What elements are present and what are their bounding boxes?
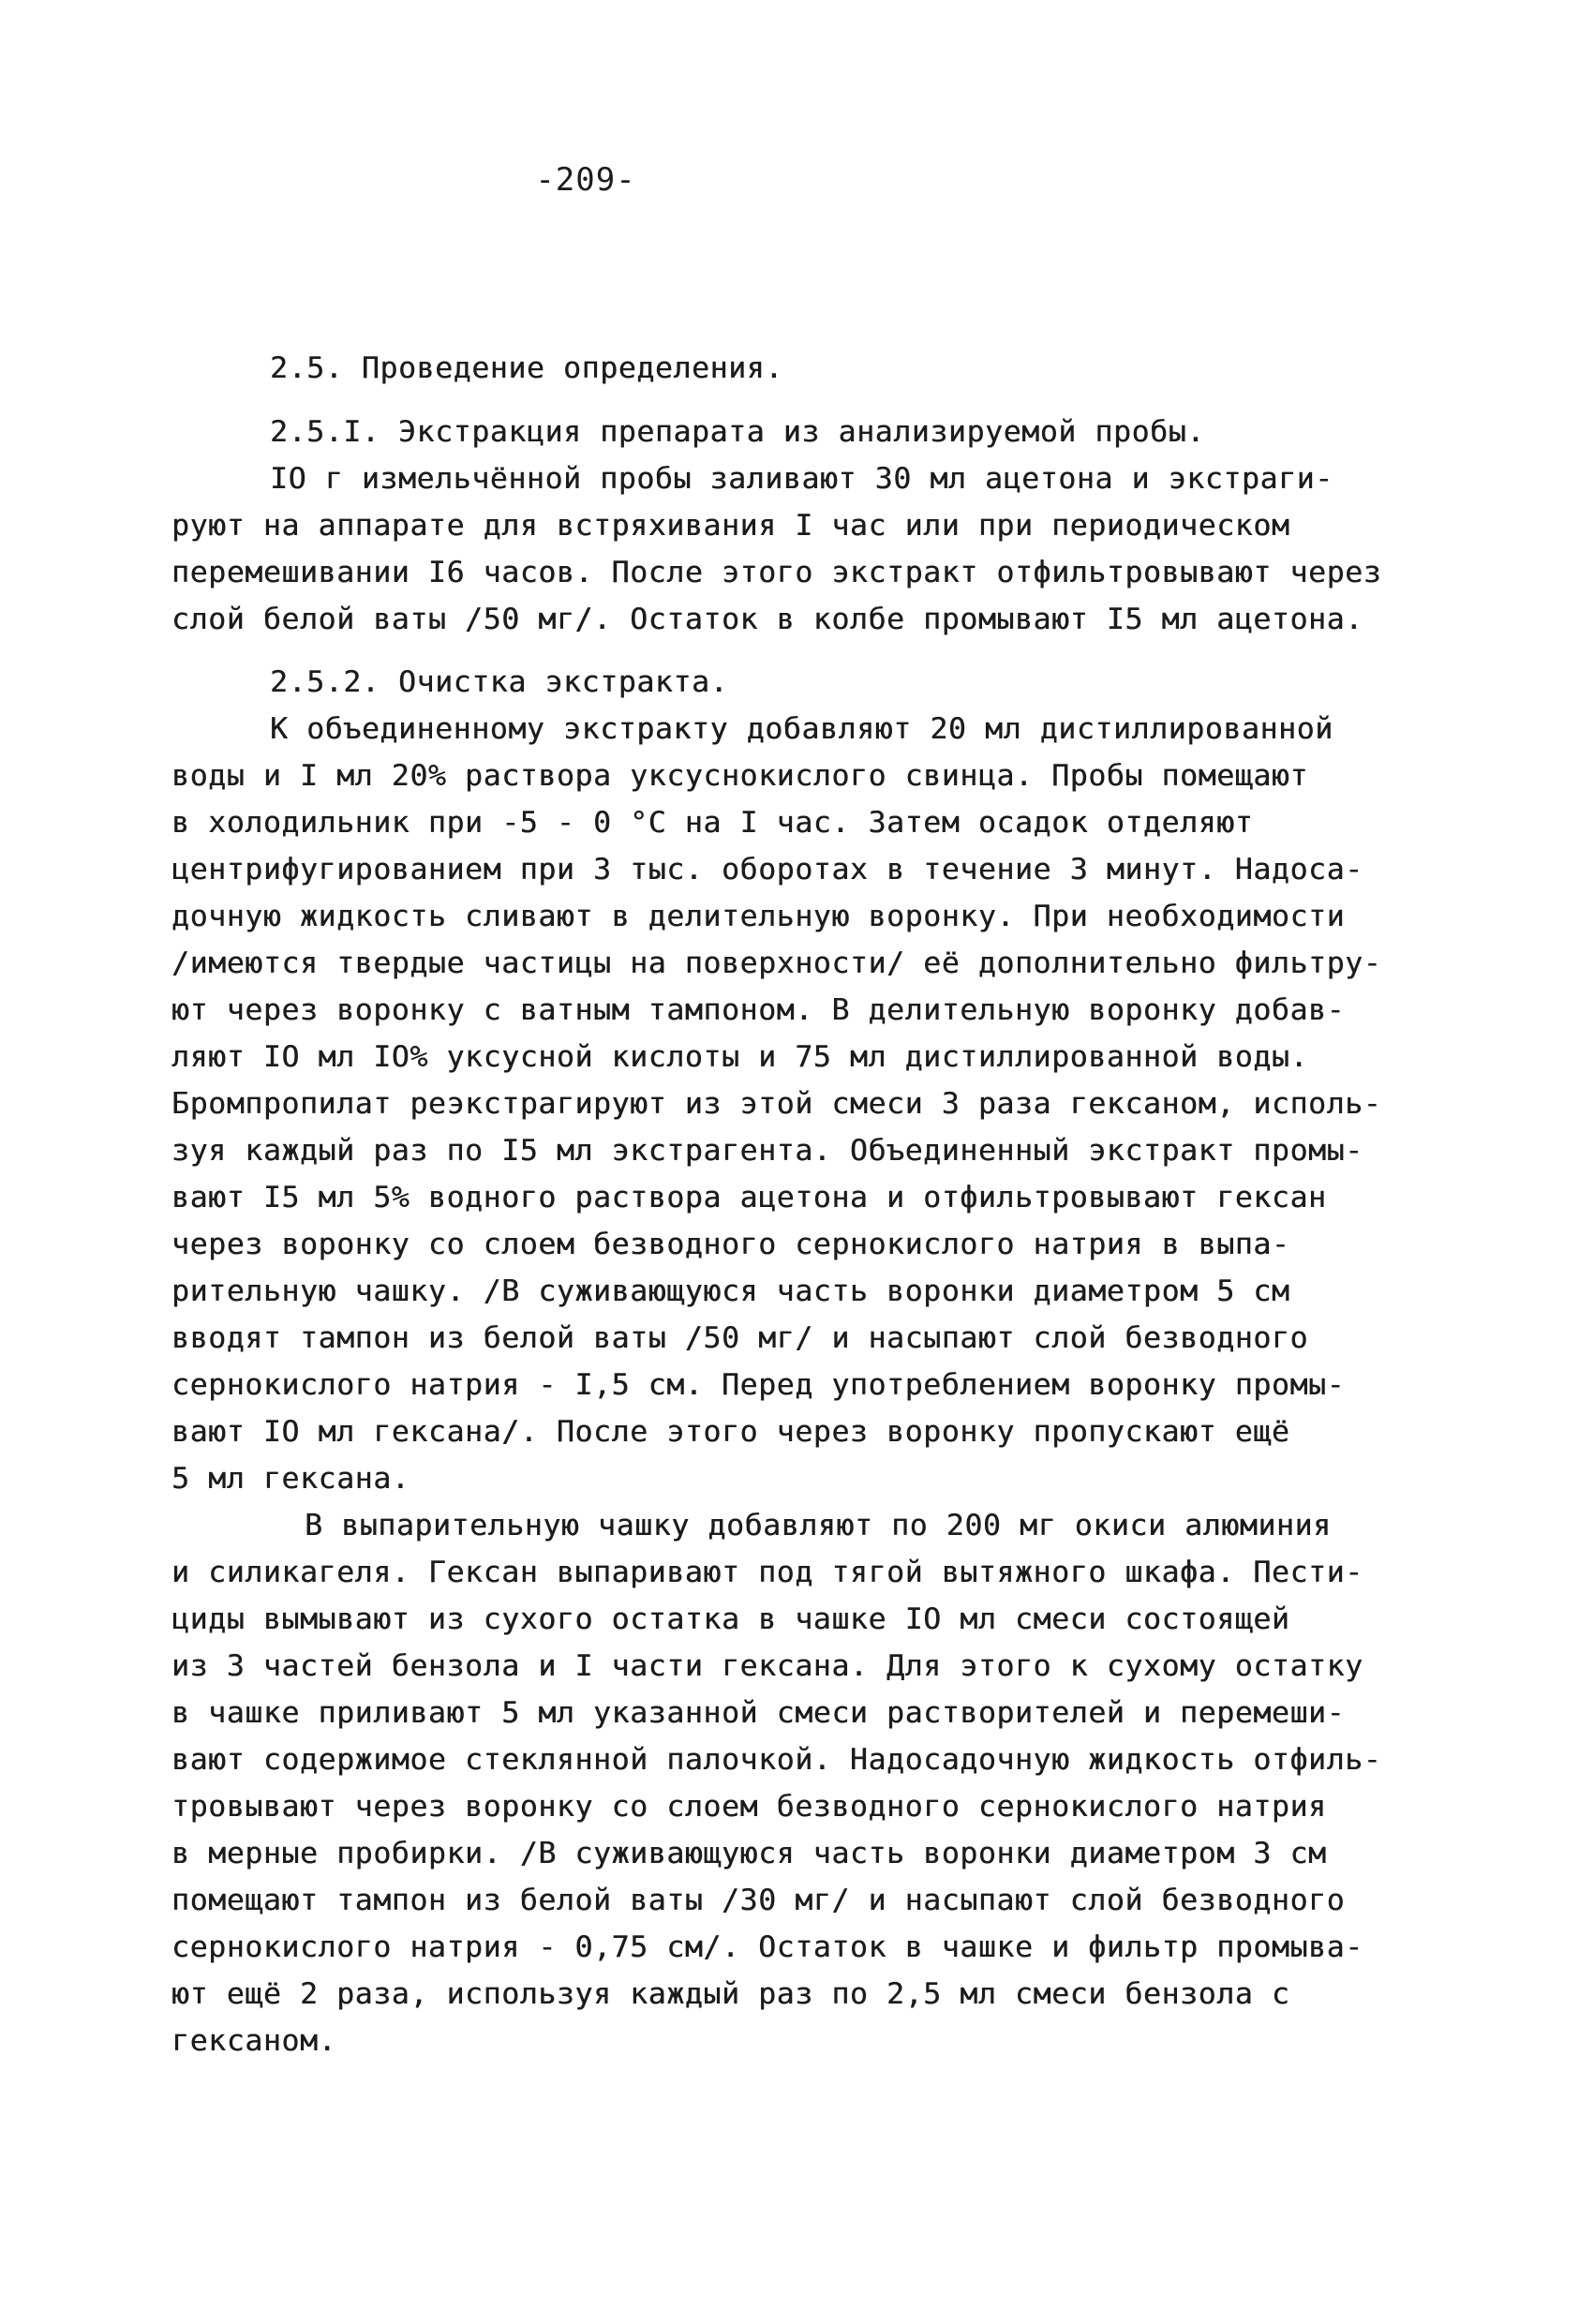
page-number: -209-: [535, 161, 636, 199]
text-line: вают IO мл гексана/. После этого через воронку пропускают ещё: [171, 1415, 1290, 1449]
text-line: помещают тампон из белой ваты /30 мг/ и насыпают слой безводного: [171, 1884, 1346, 1917]
text-line: центрифугированием при 3 тыс. оборотах в течение 3 минут. Надоса-: [171, 853, 1363, 886]
text-line: вводят тампон из белой ваты /50 мг/ и насыпают слой безводного: [171, 1321, 1309, 1355]
text-line: /имеются твердые частицы на поверхности/ её дополнительно фильтру-: [171, 946, 1382, 980]
subsection-heading-cleanup: 2.5.2. Очистка экстракта.: [270, 665, 729, 699]
text-line: слой белой ваты /50 мг/. Остаток в колбе промывают I5 мл ацетона.: [171, 603, 1363, 636]
section-heading: 2.5. Проведение определения.: [270, 351, 783, 385]
text-line: тровывают через воронку со слоем безводного сернокислого натрия: [171, 1790, 1327, 1824]
text-line: в чашке приливают 5 мл указанной смеси растворителей и перемеши-: [171, 1696, 1346, 1730]
text-line: В выпарительную чашку добавляют по 200 мг окиси алюминия: [305, 1509, 1332, 1542]
text-line: вают I5 мл 5% водного раствора ацетона и отфильтровывают гексан: [171, 1181, 1327, 1214]
text-line: Бромпропилат реэкстрагируют из этой смеси 3 раза гексаном, исполь-: [171, 1087, 1382, 1121]
text-line: сернокислого натрия - 0,75 см/. Остаток в чашке и фильтр промыва-: [171, 1930, 1363, 1964]
text-line: в холодильник при -5 - 0 °С на I час. Затем осадок отделяют: [171, 806, 1254, 840]
text-line: из 3 частей бензола и I части гексана. Для этого к сухому остатку: [171, 1649, 1363, 1683]
text-line: вают содержимое стеклянной палочкой. Надосадочную жидкость отфиль-: [171, 1743, 1382, 1777]
text-line: IO г измельчённой пробы заливают 30 мл ацетона и экстраги-: [270, 462, 1333, 496]
text-line: гексаном.: [171, 2024, 337, 2058]
text-line: ют ещё 2 раза, используя каждый раз по 2,5 мл смеси бензола с: [171, 1977, 1290, 2011]
text-line: перемешивании I6 часов. После этого экстракт отфильтровывают через: [171, 556, 1382, 589]
text-line: через воронку со слоем безводного сернокислого натрия в выпа-: [171, 1228, 1290, 1261]
text-line: воды и I мл 20% раствора уксуснокислого свинца. Пробы помещают: [171, 759, 1309, 793]
text-line: зуя каждый раз по I5 мл экстрагента. Объединенный экстракт промы-: [171, 1134, 1363, 1168]
text-line: 5 мл гексана.: [171, 1462, 410, 1496]
text-line: сернокислого натрия - I,5 см. Перед употреблением воронку промы-: [171, 1368, 1346, 1402]
text-line: К объединенному экстракту добавляют 20 мл дистиллированной: [270, 712, 1333, 746]
text-line: ют через воронку с ватным тампоном. В делительную воронку добав-: [171, 993, 1346, 1027]
text-line: в мерные пробирки. /В суживающуюся часть воронки диаметром 3 см: [171, 1837, 1327, 1870]
text-line: рительную чашку. /В суживающуюся часть воронки диаметром 5 см: [171, 1274, 1290, 1308]
text-line: руют на аппарате для встряхивания I час или при периодическом: [171, 509, 1290, 543]
subsection-heading-extraction: 2.5.I. Экстракция препарата из анализируемой пробы.: [270, 415, 1205, 449]
text-line: и силикагеля. Гексан выпаривают под тягой вытяжного шкафа. Пести-: [171, 1556, 1363, 1589]
text-line: циды вымывают из сухого остатка в чашке IO мл смеси состоящей: [171, 1602, 1290, 1636]
text-line: дочную жидкость сливают в делительную воронку. При необходимости: [171, 900, 1346, 933]
text-line: ляют IO мл IO% уксусной кислоты и 75 мл дистиллированной воды.: [171, 1040, 1309, 1074]
